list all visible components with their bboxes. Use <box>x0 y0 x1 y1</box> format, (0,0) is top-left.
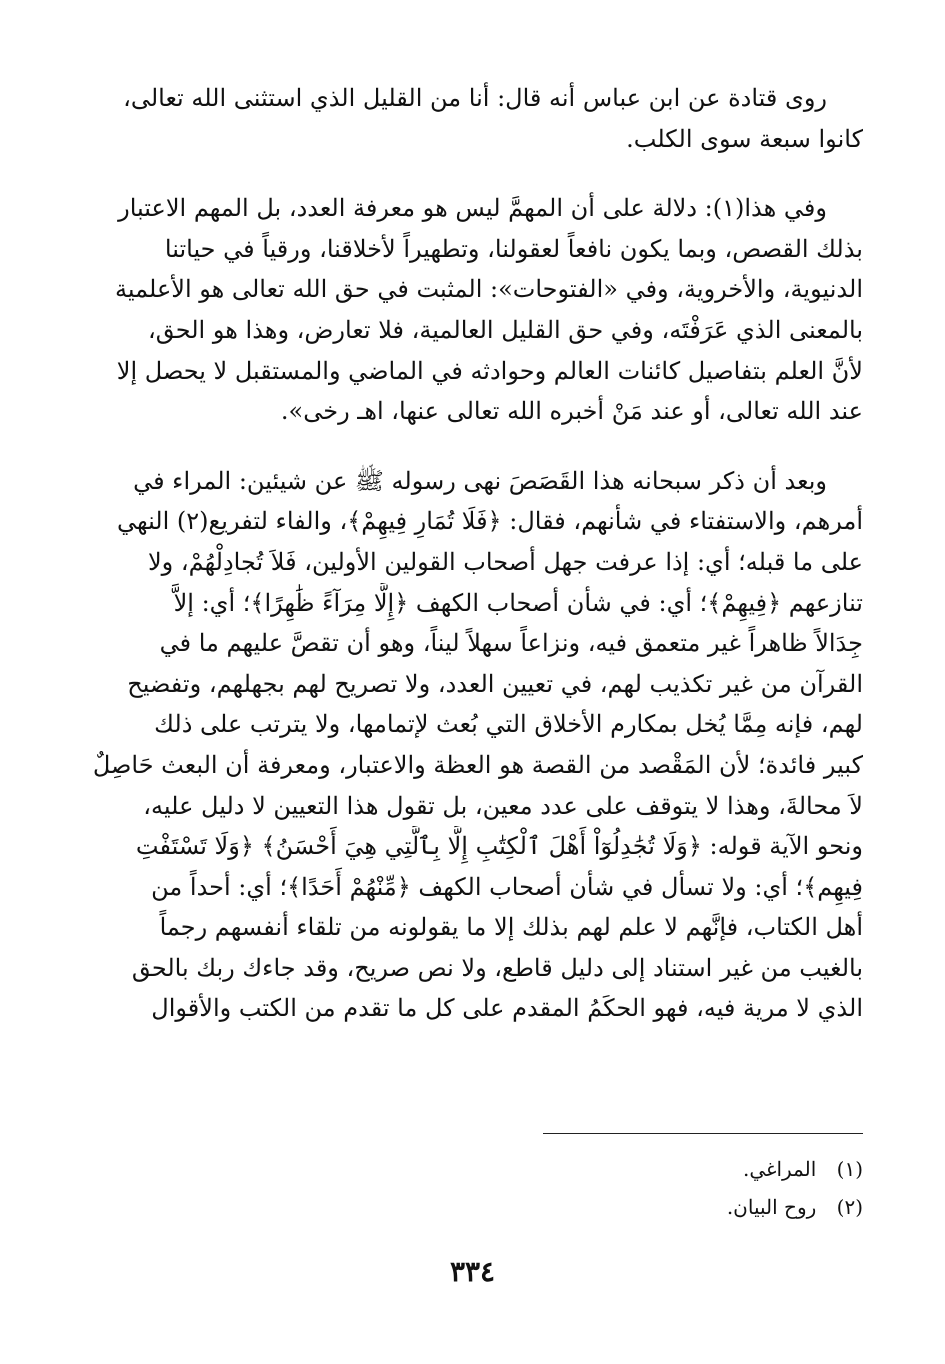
text-line: جِدَالاً ظاهراً غير متعمق فيه، ونزاعاً سهلاً ليناً، وهو أن تقصَّ عليهم ما في <box>159 629 863 658</box>
text-line: بالغيب من غير استناد إلى دليل قاطع، ولا نص صريح، وقد جاءك ربك بالحق <box>131 953 863 982</box>
text-line: عند الله تعالى، أو عند مَنْ أخبره الله تعالى عنها، اهـ رخى». <box>280 397 863 426</box>
footnote-2 <box>263 1188 863 1226</box>
main-text <box>81 78 863 1058</box>
paragraph-3 <box>81 461 863 1029</box>
text-line: بالمعنى الذي عَرَفْتَه، وفي حق القليل العالمية، فلا تعارض، وهذا هو الحق، <box>147 315 863 344</box>
text-line: الذي لا مرية فيه، فهو الحكَمُ المقدم على كل ما تقدم من الكتب والأقوال <box>151 994 863 1023</box>
text-line: أمرهم، والاستفتاء في شأنهم، فقال: ﴿فَلَا تُمَارِ فِيهِمْ﴾، والفاء لتفريع(٢) النهي <box>117 507 863 536</box>
text-line: كبير فائدة؛ لأن المَقْصد من القصة هو العظة والاعتبار، ومعرفة أن البعث حَاصِلٌ <box>92 750 863 779</box>
footnote-text: روح البيان. <box>726 1195 817 1219</box>
text-line: ونحو الآية قوله: ﴿وَلَا تُجَٰدِلُوٓاْ أَهْلَ ٱلْكِتَٰبِ إِلَّا بِٱلَّتِي هِيَ أَحْسَنُ﴾ ﴿وَلَا تَسْتَفْتِ <box>135 832 863 861</box>
text-line: وفي هذا(١): دلالة على أن المهمَّ ليس هو معرفة العدد، بل المهم الاعتبار <box>118 194 827 223</box>
footnote-number: (١) <box>836 1157 863 1181</box>
text-line: روى قتادة عن ابن عباس أنه قال: أنا من القليل الذي استثنى الله تعالى، <box>123 84 827 112</box>
page-number: ٣٣٤ <box>449 1255 496 1288</box>
text-line: أهل الكتاب، فإنَّهم لا علم لهم بذلك إلا ما يقولونه من تلقاء أنفسهم رجماً <box>159 913 863 942</box>
text-line: كانوا سبعة سوى الكلب. <box>626 124 863 153</box>
footnote-divider <box>543 1133 863 1134</box>
text-line: فِيهِم﴾؛ أي: ولا تسأل في شأن أصحاب الكهف ﴿مِّنْهُمْ أَحَدًا﴾؛ أي: أحداً من <box>151 872 863 901</box>
text-line: لاَ محالةَ، وهذا لا يتوقف على عدد معين، بل تقول هذا التعيين لا دليل عليه، <box>143 791 863 820</box>
footnote-text: المراغي. <box>742 1157 817 1181</box>
text-line: بذلك القصص، وبما يكون نافعاً لعقولنا، وتطهيراً لأخلاقنا، ورقياً في حياتنا <box>164 234 863 263</box>
text-line: تنازعهم ﴿فِيهِمْ﴾؛ أي: في شأن أصحاب الكهف ﴿إِلَّا مِرَآءً ظَٰهِرًا﴾؛ أي: إلاَّ <box>173 588 863 617</box>
text-line: القرآن من غير تكذيب لهم، في تعيين العدد، ولا تصريح لهم بجهلهم، وتفضيح <box>127 669 863 698</box>
footnote-number: (٢) <box>836 1195 863 1219</box>
text-line: وبعد أن ذكر سبحانه هذا القَصَصَ نهى رسوله ﷺ عن شيئين: المراء في <box>133 466 827 495</box>
paragraph-1 <box>81 78 863 159</box>
text-line: لأنَّ العلم بتفاصيل كائنات العالم وحوادثه في الماضي والمستقبل لا يحصل إلا <box>116 356 863 385</box>
footnotes <box>263 1150 863 1226</box>
footnote-1 <box>263 1150 863 1188</box>
text-line: على ما قبله؛ أي: إذا عرفت جهل أصحاب القولين الأولين، فَلاَ تُجادِلْهُمْ، ولا <box>147 547 863 576</box>
paragraph-2 <box>81 188 863 432</box>
text-line: الدنيوية، والأخروية، وفي «الفتوحات»: المثبت في حق الله تعالى هو الأعلمية <box>115 275 863 304</box>
text-line: لهم، فإنه مِمَّا يُخل بمكارم الأخلاق التي بُعث لإتمامها، ولا يترتب على ذلك <box>154 710 863 739</box>
